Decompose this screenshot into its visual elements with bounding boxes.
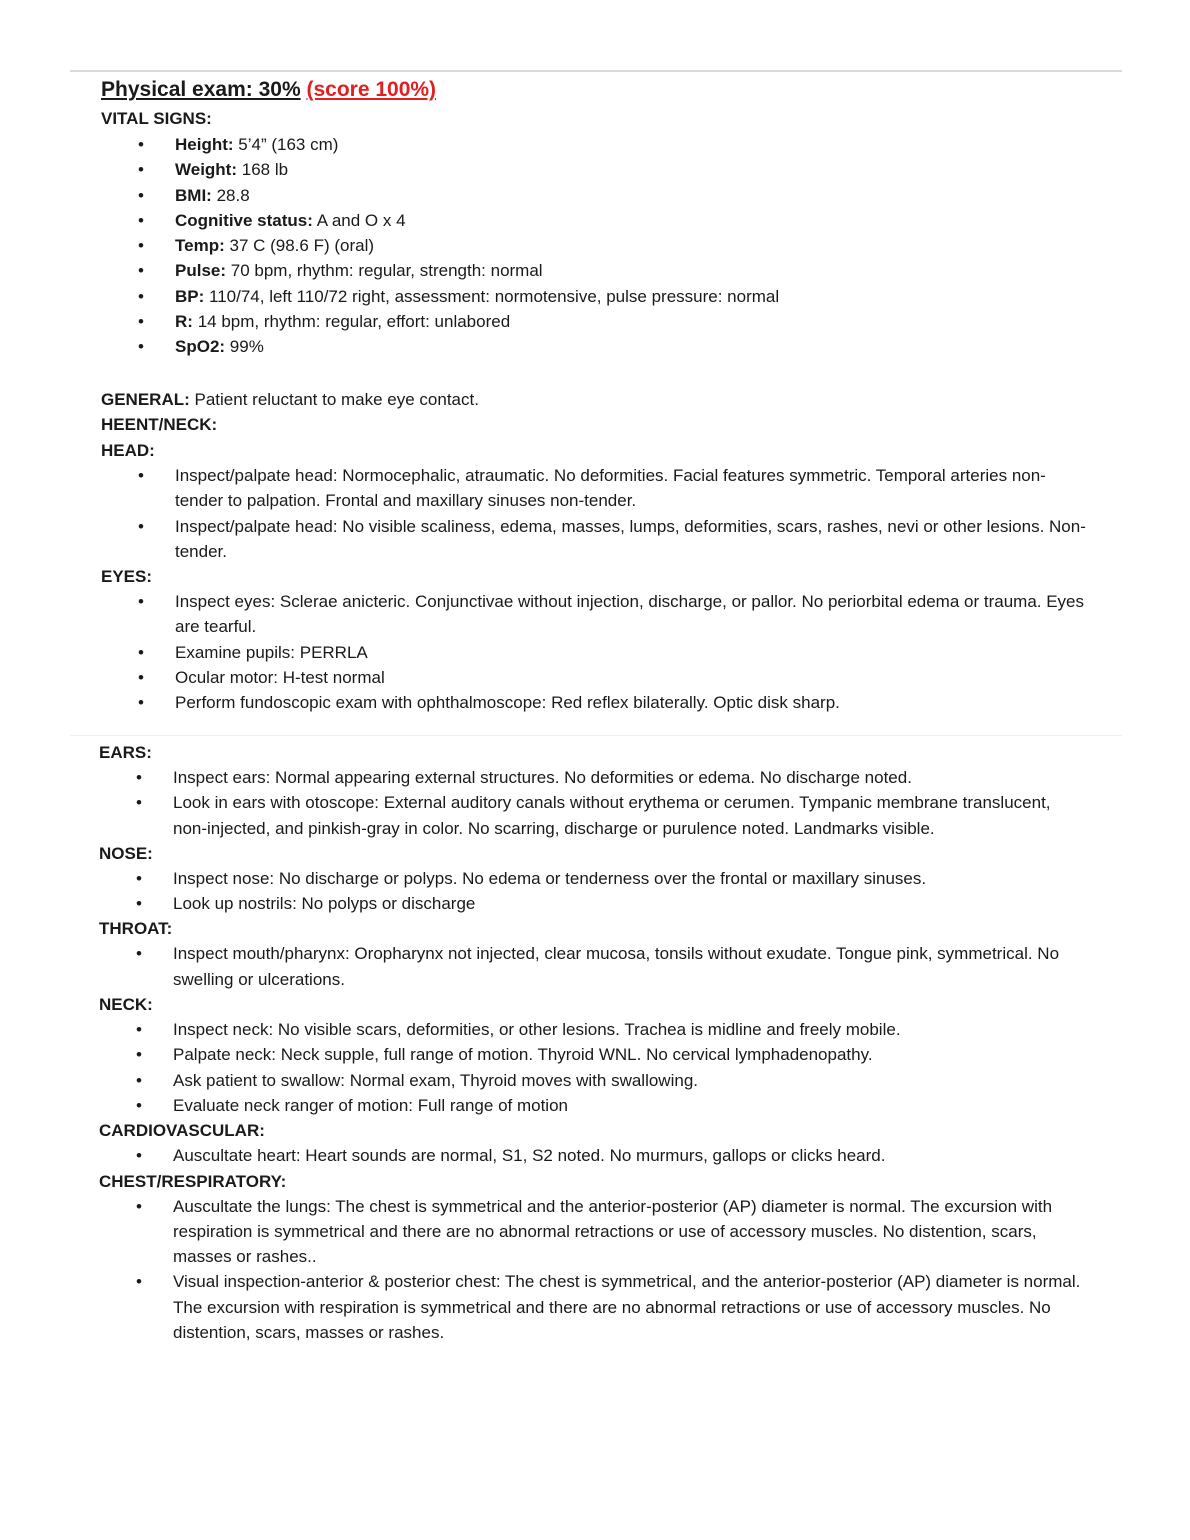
list-item [101, 334, 1101, 359]
item-label: Cognitive status: [175, 210, 313, 230]
item-label: R: [175, 312, 193, 332]
list-item [101, 233, 1101, 258]
item-label: Weight: [175, 160, 238, 180]
list-item: • Inspect/palpate head: No visible scaliness, edema, masses, lumps, deformities, scars, rashes, nevi or other lesions. Non-tender. [101, 514, 1091, 565]
list-item: • Auscultate heart: Heart sounds are normal, S1, S2 noted. No murmurs, gallops or clicks heard. [99, 1143, 1089, 1168]
item-value: 28.8 [216, 185, 250, 205]
item-value: 70 bpm, rhythm: regular, strength: normal [230, 261, 543, 281]
neck-list [99, 1017, 1089, 1118]
item-value: A and O x 4 [316, 210, 406, 230]
cardiovascular-list [99, 1143, 1089, 1168]
item-value: 99% [229, 337, 264, 357]
list-item [101, 284, 1101, 309]
page-title [101, 78, 436, 102]
item-label: Pulse: [175, 261, 227, 281]
nose-list [99, 866, 1089, 917]
ears-onward-section [99, 740, 1089, 1345]
general-line [101, 387, 1091, 412]
list-item: • Inspect nose: No discharge or polyps. No edema or tenderness over the frontal or maxillary sinuses. [99, 866, 1089, 891]
list-item: • Inspect/palpate head: Normocephalic, atraumatic. No deformities. Facial features symmetric. Temporal arteries non-tender to palpation. Frontal and maxillary sinuses non-tender. [101, 463, 1091, 514]
list-item: • Look up nostrils: No polyps or discharge [99, 891, 1089, 916]
vital-signs-list [101, 132, 1101, 360]
list-item: • Evaluate neck ranger of motion: Full range of motion [99, 1093, 1089, 1118]
list-item: • Ask patient to swallow: Normal exam, Thyroid moves with swallowing. [99, 1068, 1089, 1093]
list-item: • Examine pupils: PERRLA [101, 640, 1091, 665]
head-list [101, 463, 1091, 564]
list-item [101, 132, 1101, 157]
vital-signs-section [101, 106, 1101, 360]
nose-heading: NOSE: [99, 843, 153, 863]
general-value: Patient reluctant to make eye contact. [194, 390, 479, 409]
general-section [101, 387, 1091, 716]
list-item [101, 183, 1101, 208]
ears-heading: EARS: [99, 743, 152, 762]
item-label: SpO2: [175, 337, 226, 357]
title-score: (score 100%) [306, 78, 437, 101]
list-item [101, 157, 1101, 182]
vital-signs-heading: VITAL SIGNS: [101, 109, 212, 128]
list-item: • Visual inspection-anterior & posterior chest: The chest is symmetrical, and the anterior-posterior (AP) diameter is normal. The excursion with respiration is symmetrical and there are no abnormal retractions or use of accessory muscles. No distention, scars, masses or rashes. [99, 1269, 1089, 1345]
list-item: • Inspect ears: Normal appearing external structures. No deformities or edema. No discharge noted. [99, 765, 1089, 790]
eyes-list [101, 589, 1091, 715]
title-main: Physical exam: 30% [101, 78, 301, 101]
heent-heading: HEENT/NECK: [101, 415, 218, 434]
item-value: 14 bpm, rhythm: regular, effort: unlabored [197, 312, 511, 332]
list-item: • Perform fundoscopic exam with ophthalmoscope: Red reflex bilaterally. Optic disk sharp. [101, 690, 1091, 715]
page-top-border [70, 70, 1122, 72]
list-item: • Palpate neck: Neck supple, full range of motion. Thyroid WNL. No cervical lymphadenopathy. [99, 1042, 1089, 1067]
ears-list [99, 765, 1089, 841]
item-value: 5’4” (163 cm) [238, 135, 339, 154]
item-label: BP: [175, 286, 205, 306]
list-item [101, 309, 1101, 334]
chest-heading: CHEST/RESPIRATORY: [99, 1171, 287, 1191]
neck-heading: NECK: [99, 995, 153, 1015]
list-item [101, 208, 1101, 233]
list-item: • Look in ears with otoscope: External auditory canals without erythema or cerumen. Tympanic membrane translucent, non-injected, and pinkish-gray in color. No scarring, discharge or purulence noted. Landmarks visible. [99, 790, 1089, 841]
item-value: 110/74, left 110/72 right, assessment: normotensive, pulse pressure: normal [209, 286, 780, 306]
list-item: • Inspect mouth/pharynx: Oropharynx not injected, clear mucosa, tonsils without exudate. Tongue pink, symmetrical. No swelling or ulcerations. [99, 941, 1089, 992]
item-label: Temp: [175, 236, 225, 256]
cardiovascular-heading: CARDIOVASCULAR: [99, 1121, 265, 1141]
list-item [101, 258, 1101, 283]
list-item: • Auscultate the lungs: The chest is symmetrical and the anterior-posterior (AP) diameter is normal. The excursion with respiration is symmetrical and there are no abnormal retractions or use of accessory muscles. No distention, scars, masses or rashes.. [99, 1194, 1089, 1270]
item-value: 168 lb [241, 160, 289, 180]
throat-list [99, 941, 1089, 992]
eyes-heading: EYES: [101, 567, 153, 587]
item-label: BMI: [175, 185, 212, 205]
list-item: • Ocular motor: H-test normal [101, 665, 1091, 690]
general-label: GENERAL: [101, 390, 190, 409]
item-label: Height: [175, 135, 234, 154]
list-item: • Inspect eyes: Sclerae anicteric. Conjunctivae without injection, discharge, or pallor. No periorbital edema or trauma. Eyes are tearful. [101, 589, 1091, 640]
head-heading: HEAD: [101, 441, 155, 460]
chest-list [99, 1194, 1089, 1346]
item-value: 37 C (98.6 F) (oral) [229, 236, 375, 256]
throat-heading: THROAT: [99, 919, 173, 939]
page-divider [70, 735, 1122, 736]
list-item: • Inspect neck: No visible scars, deformities, or other lesions. Trachea is midline and freely mobile. [99, 1017, 1089, 1042]
